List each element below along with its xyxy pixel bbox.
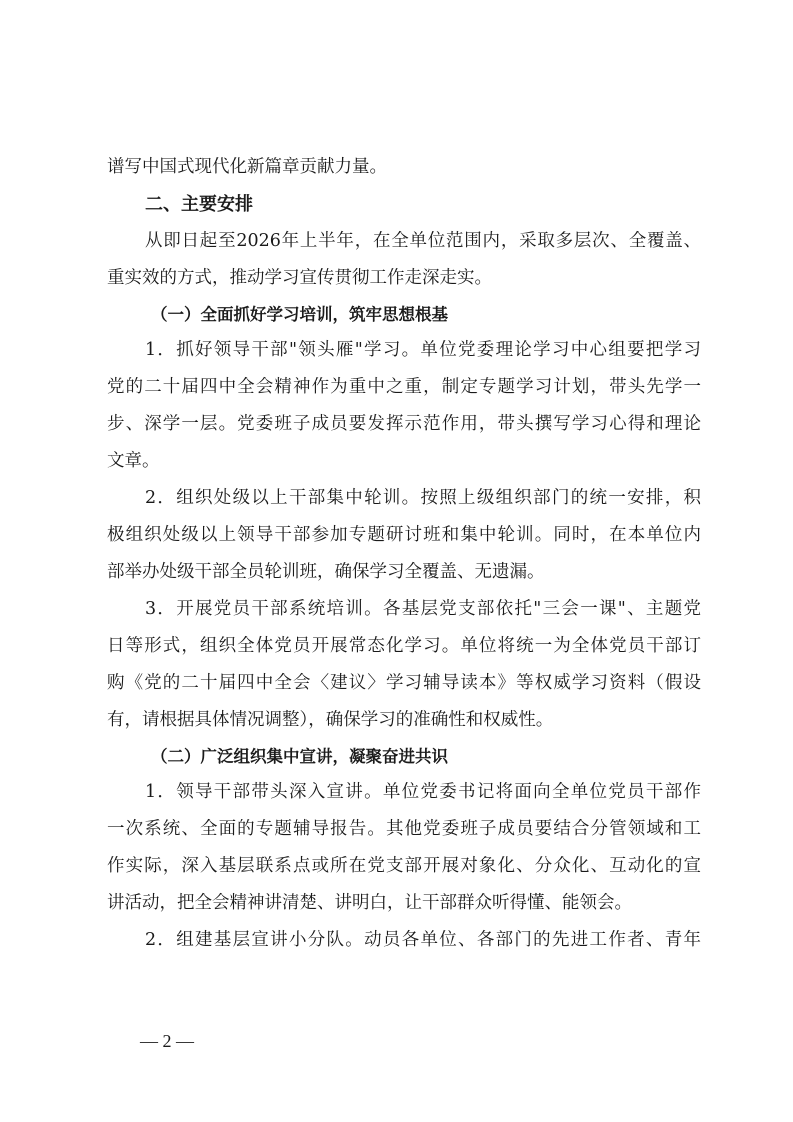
paragraph: [107, 480, 701, 591]
text-line: 日等形式，组织全体党员开展常态化学习。单位将统一为全体党员干部订: [107, 636, 701, 656]
page-number: — 2 —: [140, 1031, 194, 1051]
text-line: 2．组建基层宣讲小分队。动员各单位、各部门的先进工作者、青年: [145, 930, 701, 950]
paragraph: [107, 149, 701, 186]
text-line: 购《党的二十届四中全会〈建议〉学习辅导读本》等权威学习资料（假设: [107, 673, 701, 693]
text-line: 讲活动，把全会精神讲清楚、讲明白，让干部群众听得懂、能领会。: [107, 893, 632, 913]
subsection-heading: [107, 297, 701, 332]
text-line: （二）广泛组织集中宣讲，凝聚奋进共识: [151, 747, 448, 766]
text-line: 1．领导干部带头深入宣讲。单位党委书记将面向全单位党员干部作: [145, 782, 701, 802]
text-line: 二、主要安排: [145, 194, 253, 215]
subsection-heading: [107, 739, 701, 774]
paragraph: [107, 591, 701, 739]
paragraph: [107, 332, 701, 480]
paragraph: [107, 223, 701, 297]
text-line: 谱写中国式现代化新篇章贡献力量。: [107, 157, 387, 177]
text-line: 1．抓好领导干部"领头雁"学习。单位党委理论学习中心组要把学习: [145, 340, 701, 360]
paragraph: [107, 922, 701, 959]
text-line: 党的二十届四中全会精神作为重中之重，制定专题学习计划，带头先学一: [107, 377, 701, 397]
text-line: 步、深学一层。党委班子成员要发挥示范作用，带头撰写学习心得和理论: [107, 414, 701, 434]
text-line: 3．开展党员干部系统培训。各基层党支部依托"三会一课"、主题党: [145, 599, 701, 619]
text-line: 一次系统、全面的专题辅导报告。其他党委班子成员要结合分管领域和工: [107, 819, 701, 839]
paragraph: [107, 774, 701, 922]
text-line: 部举办处级干部全员轮训班，确保学习全覆盖、无遗漏。: [107, 562, 545, 582]
text-line: 极组织处级以上领导干部参加专题研讨班和集中轮训。同时，在本单位内: [107, 525, 701, 545]
text-line: （一）全面抓好学习培训，筑牢思想根基: [151, 305, 448, 324]
text-line: 重实效的方式，推动学习宣传贯彻工作走深走实。: [107, 268, 492, 288]
document-body: [107, 149, 701, 959]
section-heading: [107, 186, 701, 223]
text-line: 从即日起至2026年上半年，在全单位范围内，采取多层次、全覆盖、: [145, 231, 701, 251]
text-line: 2．组织处级以上干部集中轮训。按照上级组织部门的统一安排，积: [145, 488, 701, 508]
text-line: 文章。: [107, 451, 160, 471]
text-line: 有，请根据具体情况调整），确保学习的准确性和权威性。: [107, 710, 554, 730]
text-line: 作实际，深入基层联系点或所在党支部开展对象化、分众化、互动化的宣: [107, 856, 701, 876]
